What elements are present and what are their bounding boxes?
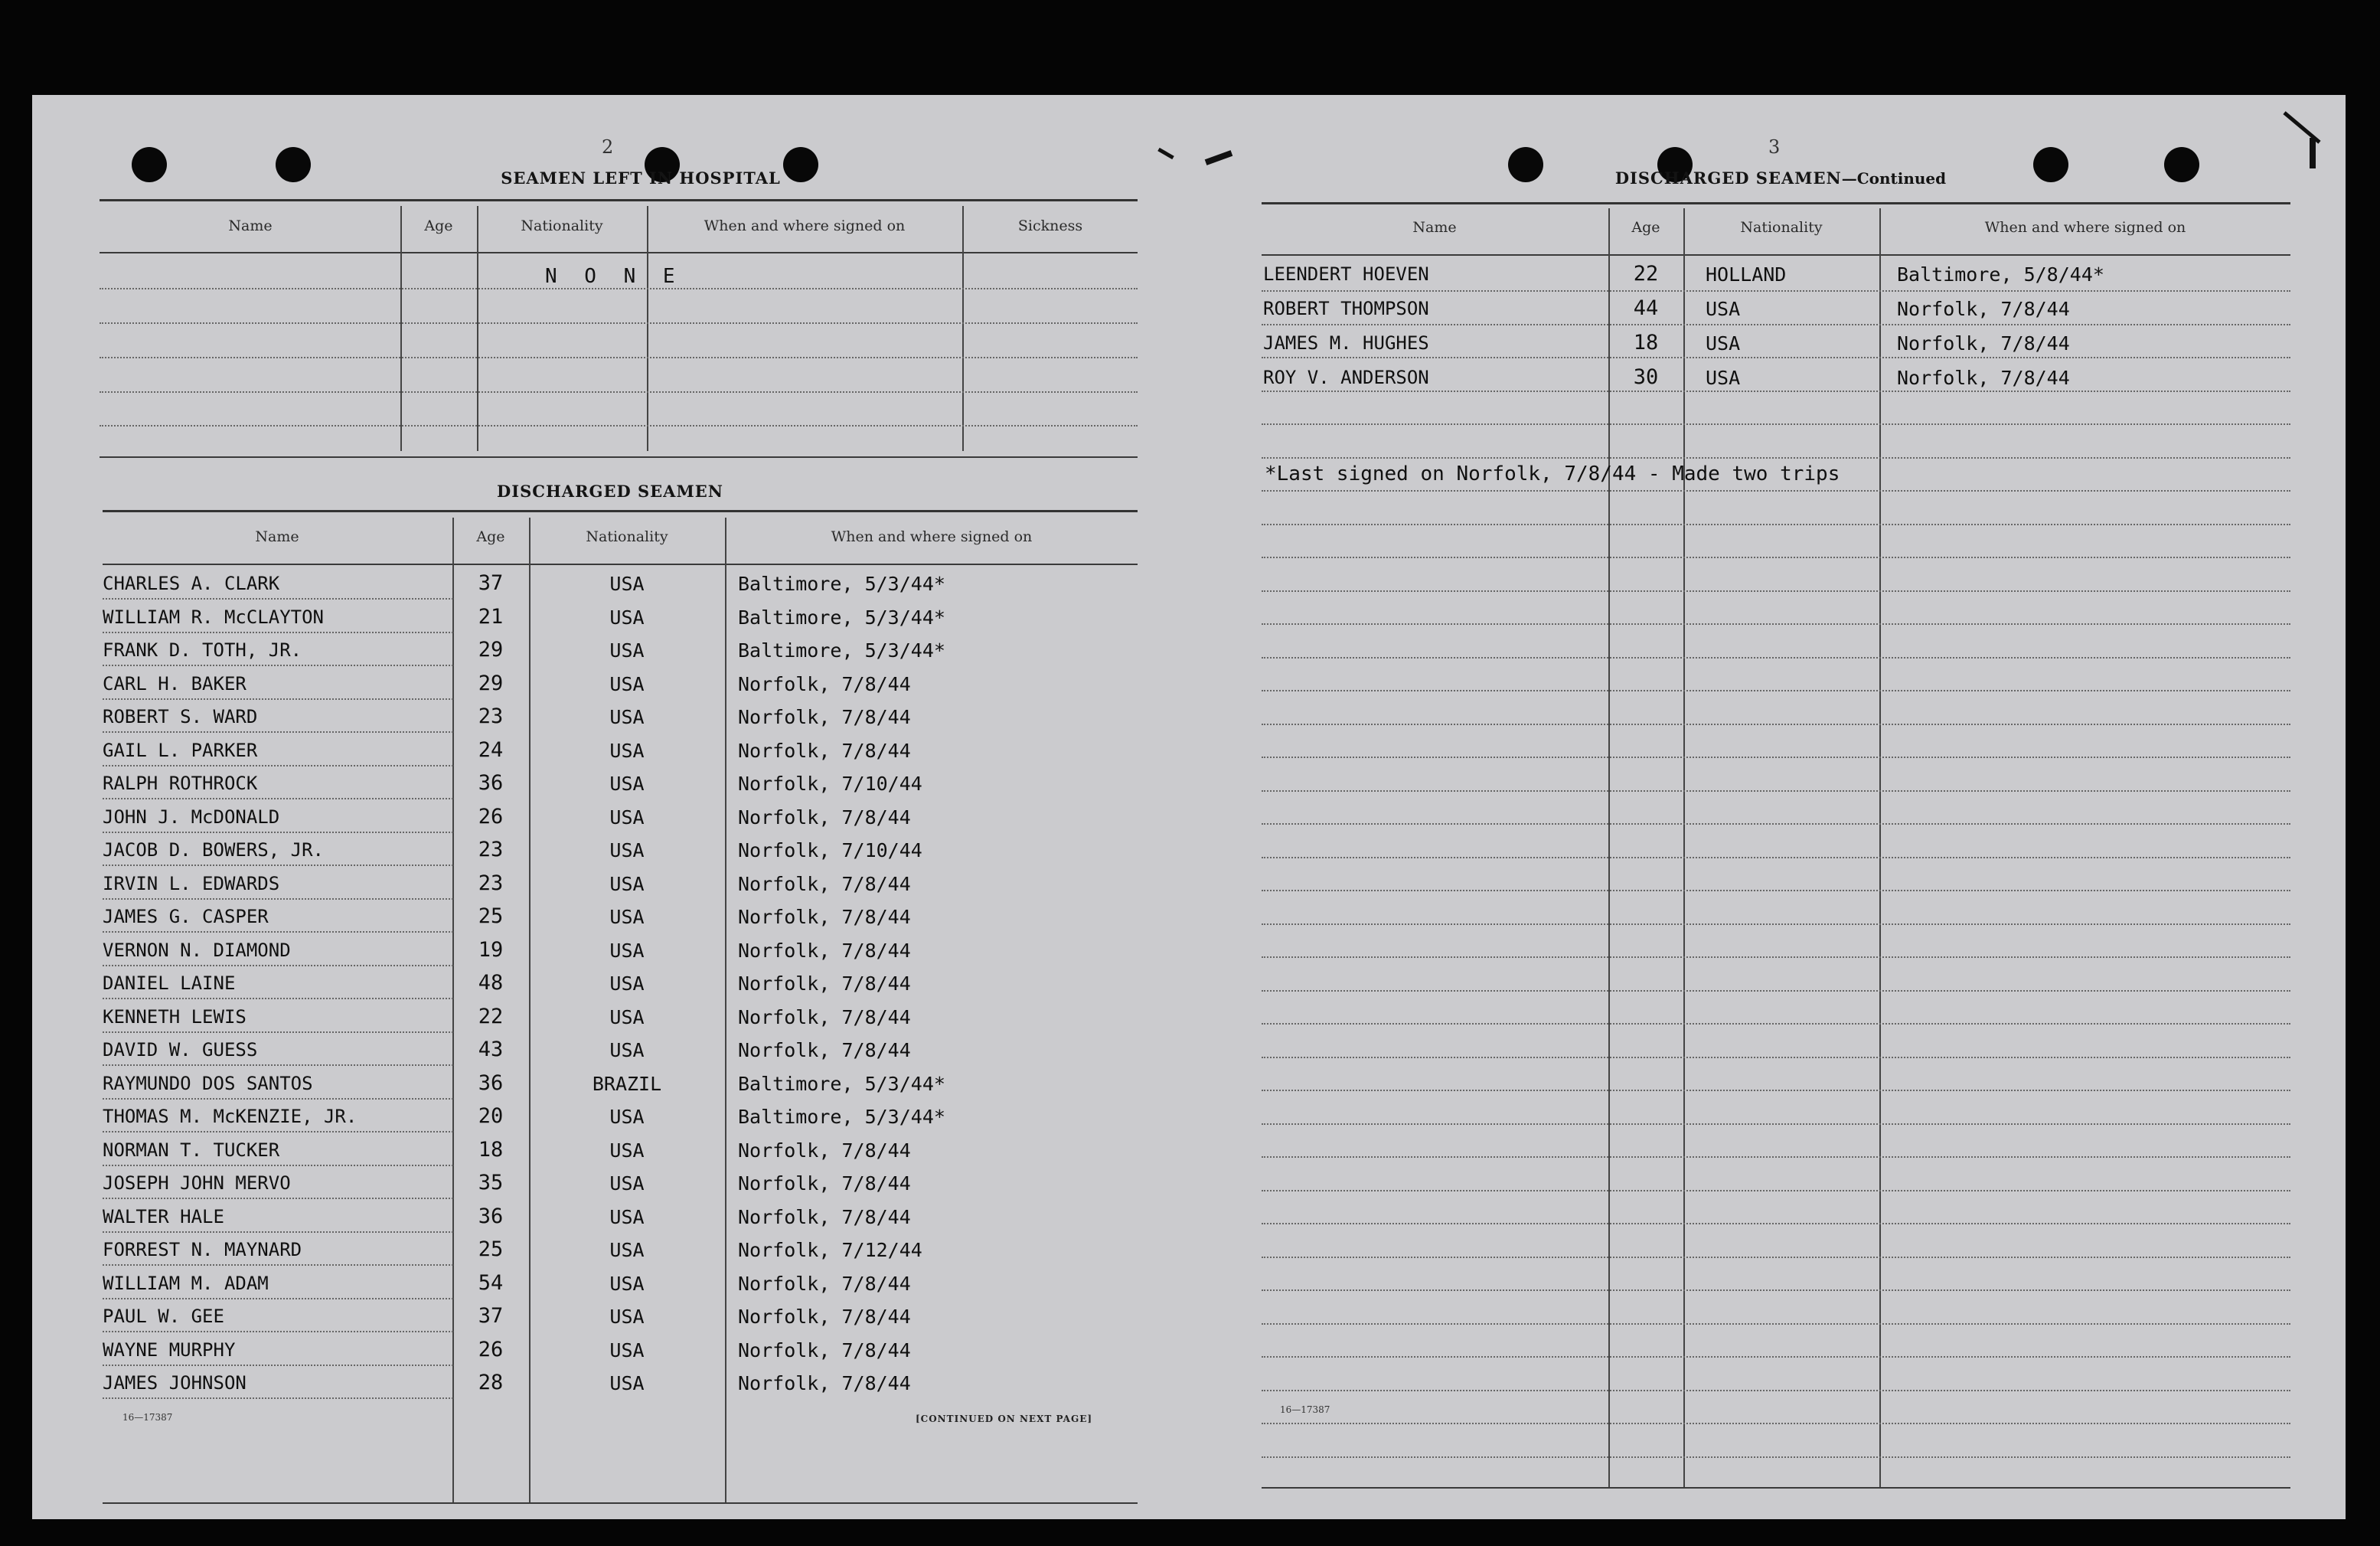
- row-name: ROBERT S. WARD: [103, 706, 258, 727]
- row-nationality: USA: [609, 573, 645, 595]
- row-age: 36: [478, 1070, 504, 1095]
- entry-line: [1262, 890, 2290, 891]
- row-age: 19: [478, 937, 504, 962]
- column-divider: [962, 206, 964, 451]
- row-nationality: USA: [609, 1372, 645, 1394]
- row-nationality: USA: [609, 1139, 645, 1162]
- entry-line: [100, 288, 1138, 289]
- entry-line: [1262, 1090, 2290, 1091]
- row-nationality: USA: [1706, 367, 1741, 389]
- row-age: 28: [478, 1371, 504, 1394]
- entry-line: [1262, 1223, 2290, 1224]
- right-section-title: [1597, 168, 1964, 188]
- row-signed-on: Norfolk, 7/8/44: [1897, 298, 2070, 320]
- row-signed-on: Norfolk, 7/8/44: [738, 906, 911, 928]
- row-nationality: USA: [609, 739, 645, 762]
- punch-hole: [2033, 147, 2068, 182]
- row-age: 23: [478, 871, 504, 895]
- row-signed-on: Baltimore, 5/3/44*: [738, 1072, 945, 1095]
- row-name: WAYNE MURPHY: [103, 1338, 236, 1361]
- column-divider: [725, 518, 726, 1504]
- row-signed-on: Baltimore, 5/3/44*: [738, 606, 945, 629]
- row-nationality: USA: [609, 1005, 645, 1028]
- table-rule: [1262, 202, 2290, 204]
- row-nationality: HOLLAND: [1706, 263, 1787, 286]
- row-signed-on: Baltimore, 5/8/44*: [1897, 263, 2104, 286]
- row-name: JOSEPH JOHN MERVO: [103, 1172, 291, 1194]
- row-name: NORMAN T. TUCKER: [103, 1139, 280, 1161]
- row-age: 21: [478, 604, 504, 629]
- row-line: [103, 632, 453, 633]
- entry-line: [1262, 690, 2290, 691]
- row-nationality: USA: [609, 773, 645, 795]
- table-rule: [103, 510, 1138, 512]
- row-age: 23: [478, 704, 504, 728]
- col-header-name: Name: [228, 217, 273, 234]
- col-header-name: Name: [255, 528, 299, 545]
- row-age: 43: [478, 1038, 504, 1061]
- row-age: 25: [478, 1237, 504, 1261]
- row-line: [103, 598, 453, 600]
- entry-line: [1262, 657, 2290, 659]
- entry-line: [1262, 1190, 2290, 1191]
- row-signed-on: Norfolk, 7/8/44: [738, 939, 911, 962]
- row-line: [103, 665, 453, 666]
- right-section-title-suffix: —Continued: [1841, 169, 1947, 188]
- row-signed-on: Norfolk, 7/8/44: [738, 1372, 911, 1394]
- entry-line: [100, 425, 1138, 427]
- row-name: CARL H. BAKER: [103, 672, 246, 695]
- row-nationality: USA: [609, 972, 645, 995]
- row-name: CHARLES A. CLARK: [103, 573, 280, 594]
- row-name: JOHN J. McDONALD: [103, 806, 280, 828]
- scan-mark: [1157, 148, 1174, 159]
- row-name: THOMAS M. McKENZIE, JR.: [103, 1106, 357, 1127]
- row-signed-on: Norfolk, 7/10/44: [738, 773, 922, 795]
- row-signed-on: Norfolk, 7/8/44: [738, 806, 911, 829]
- punch-hole: [2164, 147, 2199, 182]
- row-name: JAMES M. HUGHES: [1263, 332, 1429, 354]
- col-header-age: Age: [424, 217, 453, 234]
- row-line: [103, 1298, 453, 1299]
- row-signed-on: Norfolk, 7/8/44: [738, 872, 911, 895]
- row-name: WILLIAM R. McCLAYTON: [103, 606, 324, 628]
- punch-hole: [132, 147, 167, 182]
- entry-line: [1262, 1456, 2290, 1458]
- row-line: [103, 1165, 453, 1166]
- row-signed-on: Norfolk, 7/8/44: [738, 1139, 911, 1162]
- row-signed-on: Norfolk, 7/8/44: [738, 972, 911, 995]
- scan-mark: [1205, 150, 1233, 165]
- column-divider: [477, 206, 478, 451]
- entry-line: [1262, 557, 2290, 558]
- row-name: DAVID W. GUESS: [103, 1039, 258, 1061]
- row-age: 36: [478, 1204, 504, 1228]
- row-nationality: USA: [609, 1039, 645, 1061]
- row-nationality: USA: [609, 1106, 645, 1128]
- entry-line: [1262, 623, 2290, 625]
- row-line: [103, 898, 453, 900]
- punch-hole: [1508, 147, 1543, 182]
- row-signed-on: Norfolk, 7/8/44: [1897, 332, 2070, 355]
- row-name: ROBERT THOMPSON: [1263, 298, 1429, 319]
- footnote: *Last signed on Norfolk, 7/8/44 - Made two trips: [1265, 462, 1840, 485]
- row-nationality: USA: [609, 806, 645, 829]
- row-signed-on: Norfolk, 7/8/44: [738, 706, 911, 728]
- row-name: ROY V. ANDERSON: [1263, 367, 1429, 388]
- col-header-age: Age: [476, 528, 505, 545]
- column-divider: [400, 206, 402, 451]
- entry-line: [1262, 990, 2290, 992]
- entry-line: [1262, 1257, 2290, 1258]
- row-age: 18: [478, 1137, 504, 1162]
- entry-line: [1262, 1123, 2290, 1125]
- col-header-sickness: Sickness: [1017, 217, 1083, 234]
- entry-line: [1262, 823, 2290, 825]
- row-signed-on: Baltimore, 5/3/44*: [738, 1106, 945, 1128]
- row-nationality: BRAZIL: [592, 1072, 662, 1095]
- row-name: WILLIAM M. ADAM: [103, 1272, 269, 1294]
- row-signed-on: Norfolk, 7/8/44: [738, 1306, 911, 1328]
- row-age: 29: [478, 671, 504, 695]
- entry-line: [1262, 457, 2290, 459]
- row-signed-on: Norfolk, 7/8/44: [738, 739, 911, 762]
- col-header-nationality: Nationality: [1740, 219, 1823, 236]
- row-line: [103, 731, 453, 733]
- hospital-entry-none: N O N E: [545, 265, 683, 288]
- table-rule: [100, 252, 1138, 253]
- row-age: 48: [478, 971, 504, 995]
- col-header-name: Name: [1412, 219, 1457, 236]
- row-line: [103, 1231, 453, 1233]
- entry-line: [1262, 290, 2290, 292]
- row-line: [103, 1198, 453, 1199]
- row-age: 35: [478, 1171, 504, 1195]
- table-rule: [1262, 254, 2290, 256]
- row-nationality: USA: [609, 606, 645, 629]
- row-name: JAMES G. CASPER: [103, 906, 269, 927]
- row-name: DANIEL LAINE: [103, 972, 236, 994]
- punch-hole: [276, 147, 311, 182]
- entry-line: [1262, 1356, 2290, 1358]
- row-nationality: USA: [609, 706, 645, 728]
- table-rule: [100, 456, 1138, 458]
- row-age: 44: [1633, 296, 1659, 320]
- entry-line: [1262, 724, 2290, 725]
- row-nationality: USA: [609, 1172, 645, 1195]
- row-age: 26: [478, 1337, 504, 1361]
- entry-line: [100, 322, 1138, 324]
- column-divider: [647, 206, 648, 451]
- row-signed-on: Baltimore, 5/3/44*: [738, 573, 945, 595]
- table-rule: [103, 1502, 1138, 1504]
- entry-line: [1262, 524, 2290, 525]
- entry-line: [1262, 1156, 2290, 1158]
- row-nationality: USA: [1706, 298, 1741, 320]
- entry-line: [100, 357, 1138, 358]
- row-age: 26: [478, 804, 504, 829]
- row-name: RALPH ROTHROCK: [103, 773, 258, 794]
- entry-line: [1262, 1289, 2290, 1291]
- row-line: [103, 998, 453, 999]
- entry-line: [1262, 490, 2290, 492]
- entry-line: [1262, 923, 2290, 925]
- discharged-section-title: DISCHARGED SEAMEN: [497, 482, 723, 501]
- entry-line: [1262, 1423, 2290, 1424]
- row-name: FRANK D. TOTH, JR.: [103, 639, 302, 661]
- page-number: 3: [1768, 136, 1781, 158]
- row-signed-on: Norfolk, 7/8/44: [738, 1005, 911, 1028]
- row-line: [103, 1031, 453, 1033]
- row-age: 24: [478, 737, 504, 762]
- col-header-nationality: Nationality: [586, 528, 668, 545]
- row-nationality: USA: [609, 639, 645, 662]
- entry-line: [1262, 857, 2290, 858]
- table-rule: [1262, 1487, 2290, 1489]
- row-signed-on: Baltimore, 5/3/44*: [738, 639, 945, 662]
- row-line: [103, 765, 453, 766]
- row-signed-on: Norfolk, 7/8/44: [738, 1039, 911, 1061]
- row-nationality: USA: [609, 1272, 645, 1295]
- row-name: VERNON N. DIAMOND: [103, 939, 291, 961]
- row-name: PAUL W. GEE: [103, 1306, 224, 1327]
- row-nationality: USA: [1706, 332, 1741, 355]
- column-divider: [1608, 208, 1610, 1487]
- table-rule: [103, 564, 1138, 565]
- row-nationality: USA: [609, 1306, 645, 1328]
- col-header-signed-on: When and where signed on: [1984, 219, 2186, 236]
- entry-line: [1262, 324, 2290, 325]
- row-nationality: USA: [609, 872, 645, 895]
- row-signed-on: Norfolk, 7/12/44: [738, 1239, 922, 1261]
- row-signed-on: Norfolk, 7/8/44: [738, 1272, 911, 1295]
- row-nationality: USA: [609, 1205, 645, 1228]
- entry-line: [1262, 357, 2290, 358]
- row-age: 29: [478, 638, 504, 662]
- row-line: [103, 698, 453, 700]
- row-name: RAYMUNDO DOS SANTOS: [103, 1072, 313, 1094]
- entry-line: [100, 391, 1138, 393]
- entry-line: [1262, 1390, 2290, 1391]
- row-name: GAIL L. PARKER: [103, 739, 258, 761]
- row-line: [103, 865, 453, 866]
- row-age: 30: [1633, 365, 1659, 389]
- scan-mark: [2310, 138, 2316, 168]
- row-name: IRVIN L. EDWARDS: [103, 872, 280, 894]
- row-nationality: USA: [609, 839, 645, 861]
- row-line: [103, 1131, 453, 1133]
- row-age: 22: [478, 1004, 504, 1028]
- row-nationality: USA: [609, 1239, 645, 1261]
- row-line: [103, 1331, 453, 1332]
- row-age: 37: [478, 571, 504, 595]
- row-name: JACOB D. BOWERS, JR.: [103, 839, 324, 861]
- row-age: 36: [478, 771, 504, 795]
- entry-line: [1262, 1023, 2290, 1025]
- page-number: 2: [602, 136, 614, 158]
- row-line: [103, 965, 453, 966]
- row-signed-on: Norfolk, 7/8/44: [738, 1205, 911, 1228]
- row-line: [103, 832, 453, 833]
- entry-line: [1262, 1057, 2290, 1058]
- row-signed-on: Norfolk, 7/8/44: [738, 672, 911, 695]
- row-age: 22: [1633, 262, 1659, 286]
- entry-line: [1262, 590, 2290, 592]
- row-nationality: USA: [609, 939, 645, 962]
- column-divider: [1683, 208, 1685, 1487]
- entry-line: [1262, 391, 2290, 392]
- row-age: 20: [478, 1104, 504, 1128]
- row-line: [103, 1098, 453, 1100]
- row-signed-on: Norfolk, 7/8/44: [738, 1338, 911, 1361]
- entry-line: [1262, 757, 2290, 758]
- row-line: [103, 1397, 453, 1399]
- form-number: 16—17387: [1280, 1404, 1330, 1415]
- entry-line: [1262, 423, 2290, 425]
- row-line: [103, 1264, 453, 1266]
- row-name: FORREST N. MAYNARD: [103, 1239, 302, 1260]
- row-line: [103, 1365, 453, 1366]
- row-nationality: USA: [609, 1338, 645, 1361]
- row-line: [103, 931, 453, 933]
- column-divider: [1879, 208, 1881, 1487]
- continued-note: [CONTINUED ON NEXT PAGE]: [916, 1414, 1093, 1424]
- right-section-title-main: DISCHARGED SEAMEN: [1614, 168, 1842, 188]
- hospital-section-title: SEAMEN LEFT IN HOSPITAL: [501, 168, 781, 188]
- row-signed-on: Norfolk, 7/10/44: [738, 839, 922, 861]
- col-header-nationality: Nationality: [521, 217, 603, 234]
- document-sheet: [32, 95, 2346, 1519]
- row-line: [103, 1064, 453, 1066]
- row-age: 25: [478, 904, 504, 928]
- col-header-signed-on: When and where signed on: [704, 217, 906, 234]
- row-name: JAMES JOHNSON: [103, 1372, 246, 1394]
- row-name: LEENDERT HOEVEN: [1263, 263, 1429, 285]
- entry-line: [1262, 790, 2290, 792]
- row-signed-on: Norfolk, 7/8/44: [1897, 367, 2070, 389]
- row-age: 54: [478, 1270, 504, 1295]
- row-age: 18: [1633, 331, 1659, 355]
- row-nationality: USA: [609, 906, 645, 928]
- col-header-age: Age: [1631, 219, 1660, 236]
- row-name: WALTER HALE: [103, 1205, 224, 1227]
- row-line: [103, 798, 453, 799]
- entry-line: [1262, 1323, 2290, 1325]
- row-age: 37: [478, 1304, 504, 1328]
- col-header-signed-on: When and where signed on: [831, 528, 1033, 545]
- row-age: 23: [478, 838, 504, 861]
- row-signed-on: Norfolk, 7/8/44: [738, 1172, 911, 1195]
- row-name: KENNETH LEWIS: [103, 1005, 246, 1028]
- entry-line: [1262, 956, 2290, 958]
- form-number: 16—17387: [122, 1412, 173, 1423]
- table-rule: [100, 199, 1138, 201]
- row-nationality: USA: [609, 672, 645, 695]
